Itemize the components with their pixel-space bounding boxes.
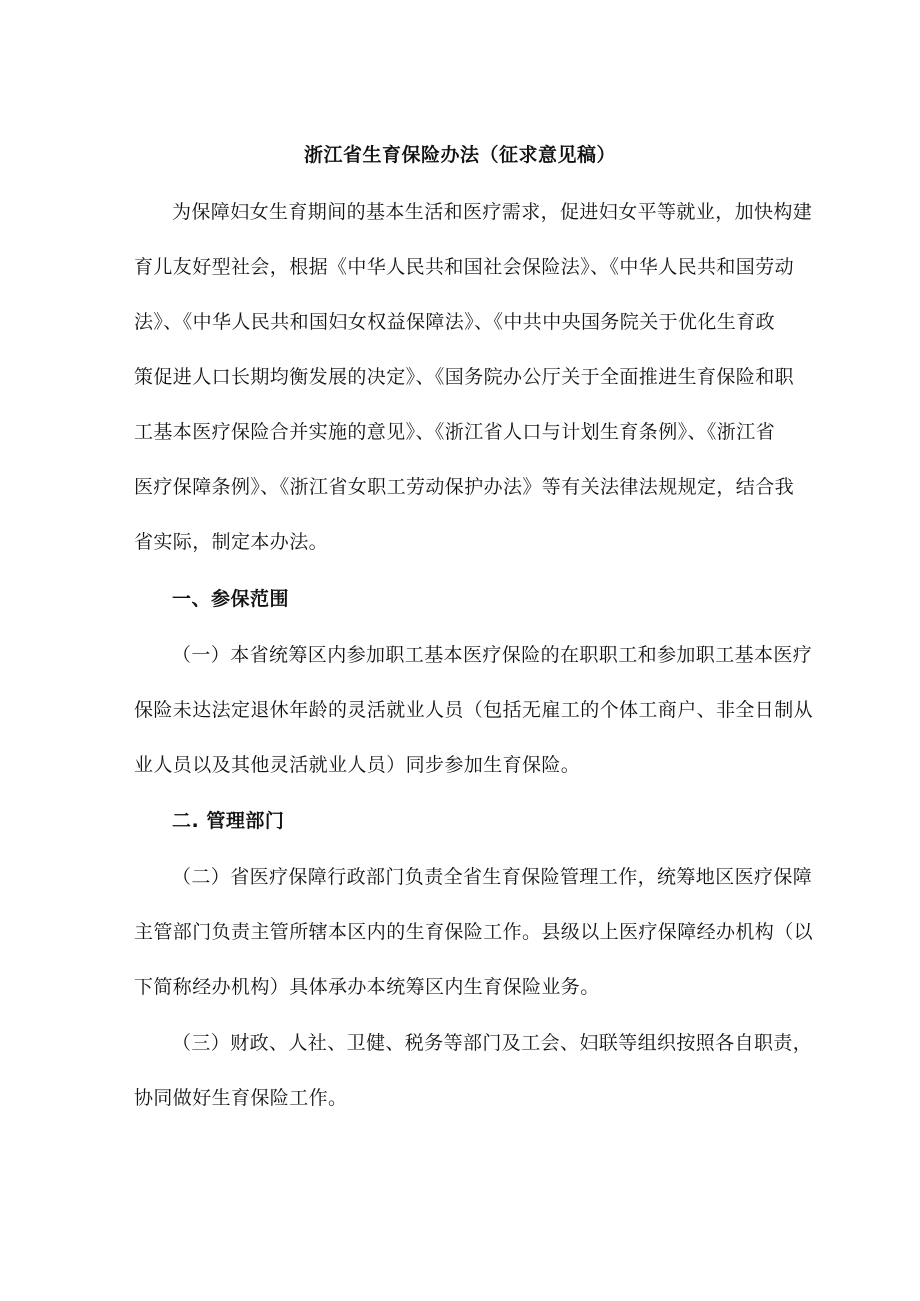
article-line: 下简称经办机构）具体承办本统筹区内生育保险业务。: [134, 976, 600, 998]
article-line: （一）本省统筹区内参加职工基本医疗保险的在职职工和参加职工基本医疗: [172, 644, 813, 666]
section-heading: 一、参保范围: [172, 588, 290, 610]
section-heading: 二. 管理部门: [172, 810, 285, 832]
article-line: 保险未达法定退休年龄的灵活就业人员（包括无雇工的个体工商户、非全日制从: [134, 699, 814, 721]
article-line: （三）财政、人社、卫健、税务等部门及工会、妇联等组织按照各自职责，: [172, 1032, 813, 1054]
preamble-line: 医疗保障条例》、《浙江省女职工劳动保护办法》等有关法律法规规定，结合我: [134, 476, 795, 498]
preamble-line: 省实际，制定本办法。: [134, 531, 329, 553]
preamble-line: 育儿友好型社会，根据《中华人民共和国社会保险法》、《中华人民共和国劳动: [134, 256, 795, 278]
article-line: 协同做好生育保险工作。: [134, 1087, 348, 1109]
preamble-line: 策促进人口长期均衡发展的决定》、《国务院办公厅关于全面推进生育保险和职: [134, 366, 795, 388]
article-line: 主管部门负责主管所辖本区内的生育保险工作。县级以上医疗保障经办机构（以: [134, 921, 814, 943]
article-line: （二）省医疗保障行政部门负责全省生育保险管理工作，统筹地区医疗保障: [172, 866, 813, 888]
document-title: 浙江省生育保险办法（征求意见稿）: [303, 144, 616, 166]
preamble-line: 法》、《中华人民共和国妇女权益保障法》、《中共中央国务院关于优化生育政: [134, 311, 776, 333]
article-line: 业人员以及其他灵活就业人员）同步参加生育保险。: [134, 754, 581, 776]
preamble-line: 为保障妇女生育期间的基本生活和医疗需求，促进妇女平等就业，加快构建: [172, 201, 813, 223]
preamble-line: 工基本医疗保险合并实施的意见》、《浙江省人口与计划生育条例》、《浙江省: [134, 421, 776, 443]
